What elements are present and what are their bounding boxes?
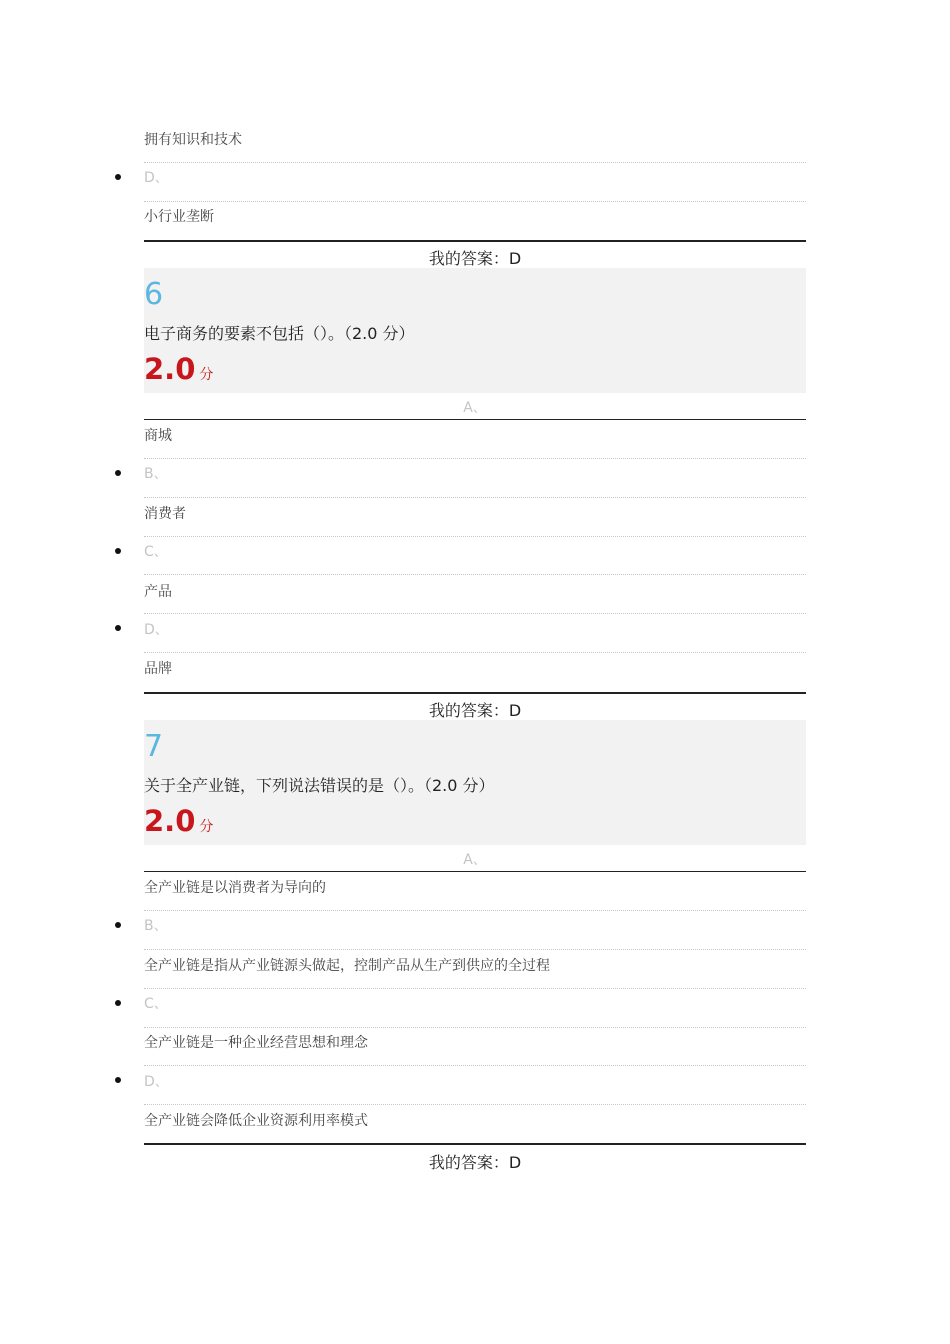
answer-divider xyxy=(144,692,806,694)
divider xyxy=(144,1104,806,1105)
q6-score-value: 2.0 xyxy=(144,352,196,386)
q7-option-c-letter[interactable]: C、 xyxy=(144,996,168,1012)
q5-option-d-text: 小行业垄断 xyxy=(144,209,214,225)
list-bullet xyxy=(115,548,121,554)
divider xyxy=(144,1065,806,1066)
divider xyxy=(144,201,806,202)
q7-option-a-text: 全产业链是以消费者为导向的 xyxy=(144,880,326,896)
q6-option-b-text: 消费者 xyxy=(144,506,186,522)
divider xyxy=(144,910,806,911)
list-bullet xyxy=(115,470,121,476)
divider xyxy=(144,497,806,498)
q7-header xyxy=(144,720,806,845)
q7-option-b-text: 全产业链是指从产业链源头做起，控制产品从生产到供应的全过程 xyxy=(144,958,550,974)
q6-option-a-text: 商城 xyxy=(144,428,172,444)
q5-my-answer: 我的答案：D xyxy=(428,249,522,268)
divider xyxy=(144,1027,806,1028)
q6-option-d-letter[interactable]: D、 xyxy=(144,622,169,638)
q6-score-unit: 分 xyxy=(199,367,214,383)
q7-option-c-text: 全产业链是一种企业经营思想和理念 xyxy=(144,1035,368,1051)
q6-header xyxy=(144,268,806,393)
divider xyxy=(144,871,806,872)
q6-option-b-letter[interactable]: B、 xyxy=(144,466,168,482)
q7-question-text: 关于全产业链，下列说法错误的是（）。（2.0 分） xyxy=(144,776,495,795)
q7-option-b-letter[interactable]: B、 xyxy=(144,918,168,934)
q6-option-d-text: 品牌 xyxy=(144,661,172,677)
answer-divider xyxy=(144,1143,806,1145)
divider xyxy=(144,419,806,420)
list-bullet xyxy=(115,625,121,631)
divider xyxy=(144,613,806,614)
list-bullet xyxy=(115,922,121,928)
divider xyxy=(144,652,806,653)
divider xyxy=(144,949,806,950)
q6-question-text: 电子商务的要素不包括（）。（2.0 分） xyxy=(144,324,415,343)
divider xyxy=(144,162,806,163)
q7-score-value: 2.0 xyxy=(144,804,196,838)
q6-option-c-letter[interactable]: C、 xyxy=(144,544,168,560)
list-bullet xyxy=(115,174,121,180)
q7-option-d-letter[interactable]: D、 xyxy=(144,1074,169,1090)
list-bullet xyxy=(115,1077,121,1083)
q7-number: 7 xyxy=(144,729,164,764)
divider xyxy=(144,988,806,989)
q5-option-c-text: 拥有知识和技术 xyxy=(144,132,242,148)
q6-number: 6 xyxy=(144,277,164,312)
divider xyxy=(144,458,806,459)
q7-score xyxy=(144,804,213,838)
divider xyxy=(144,536,806,537)
q6-my-answer: 我的答案：D xyxy=(428,701,522,720)
q7-score-unit: 分 xyxy=(199,819,214,835)
q6-option-a-letter[interactable]: A、 xyxy=(463,400,487,416)
q6-option-c-text: 产品 xyxy=(144,584,172,600)
divider xyxy=(144,574,806,575)
answer-divider xyxy=(144,240,806,242)
q7-my-answer: 我的答案：D xyxy=(428,1153,522,1172)
q6-score xyxy=(144,352,213,386)
q7-option-a-letter[interactable]: A、 xyxy=(463,852,487,868)
list-bullet xyxy=(115,1000,121,1006)
q7-option-d-text: 全产业链会降低企业资源利用率模式 xyxy=(144,1113,368,1129)
q5-option-d-letter[interactable]: D、 xyxy=(144,170,169,186)
